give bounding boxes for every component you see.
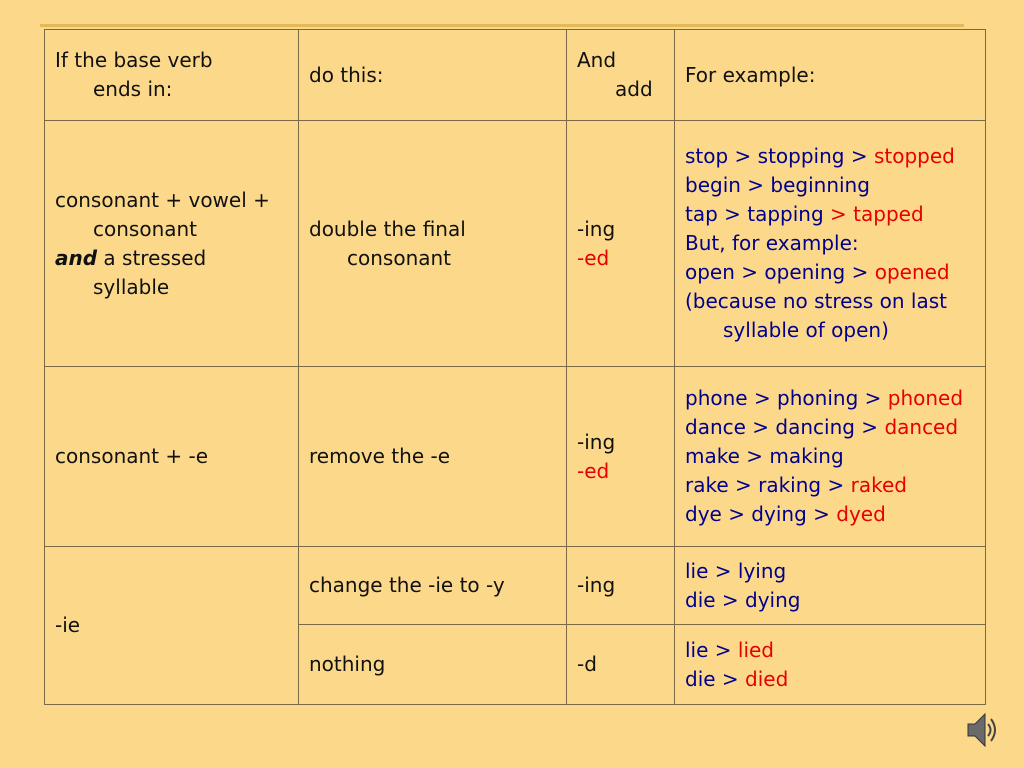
cell-add: -d [567, 625, 675, 705]
cell-examples: stop > stopping > stopped begin > beginning tap > tapping > tapped But, for example: open > opening > opened (because no stress on last syllable of open) [675, 121, 986, 367]
cell-ending: consonant + vowel + consonant and a stressed syllable [45, 121, 299, 367]
cell-action: remove the -e [299, 367, 567, 547]
cell-ending: -ie [45, 547, 299, 705]
table-row [45, 367, 986, 547]
table-row [45, 121, 986, 367]
cell-examples: lie > lying die > dying [675, 547, 986, 625]
header-for-example: For example: [675, 30, 986, 121]
cell-examples: phone > phoning > phoned dance > dancing > danced make > making rake > raking > raked dye > dying > dyed [675, 367, 986, 547]
cell-action: nothing [299, 625, 567, 705]
cell-add: -ing -ed [567, 367, 675, 547]
cell-examples: lie > lied die > died [675, 625, 986, 705]
decorative-rule [40, 24, 964, 27]
speaker-icon[interactable] [966, 710, 1000, 750]
cell-add: -ing [567, 547, 675, 625]
cell-action: double the final consonant [299, 121, 567, 367]
table-header-row [45, 30, 986, 121]
verb-spelling-table [44, 29, 986, 705]
cell-action: change the -ie to -y [299, 547, 567, 625]
header-and-add: And add [567, 30, 675, 121]
cell-add: -ing -ed [567, 121, 675, 367]
header-base-verb: If the base verb ends in: [45, 30, 299, 121]
table-row [45, 547, 986, 625]
cell-ending: consonant + -e [45, 367, 299, 547]
header-do-this: do this: [299, 30, 567, 121]
